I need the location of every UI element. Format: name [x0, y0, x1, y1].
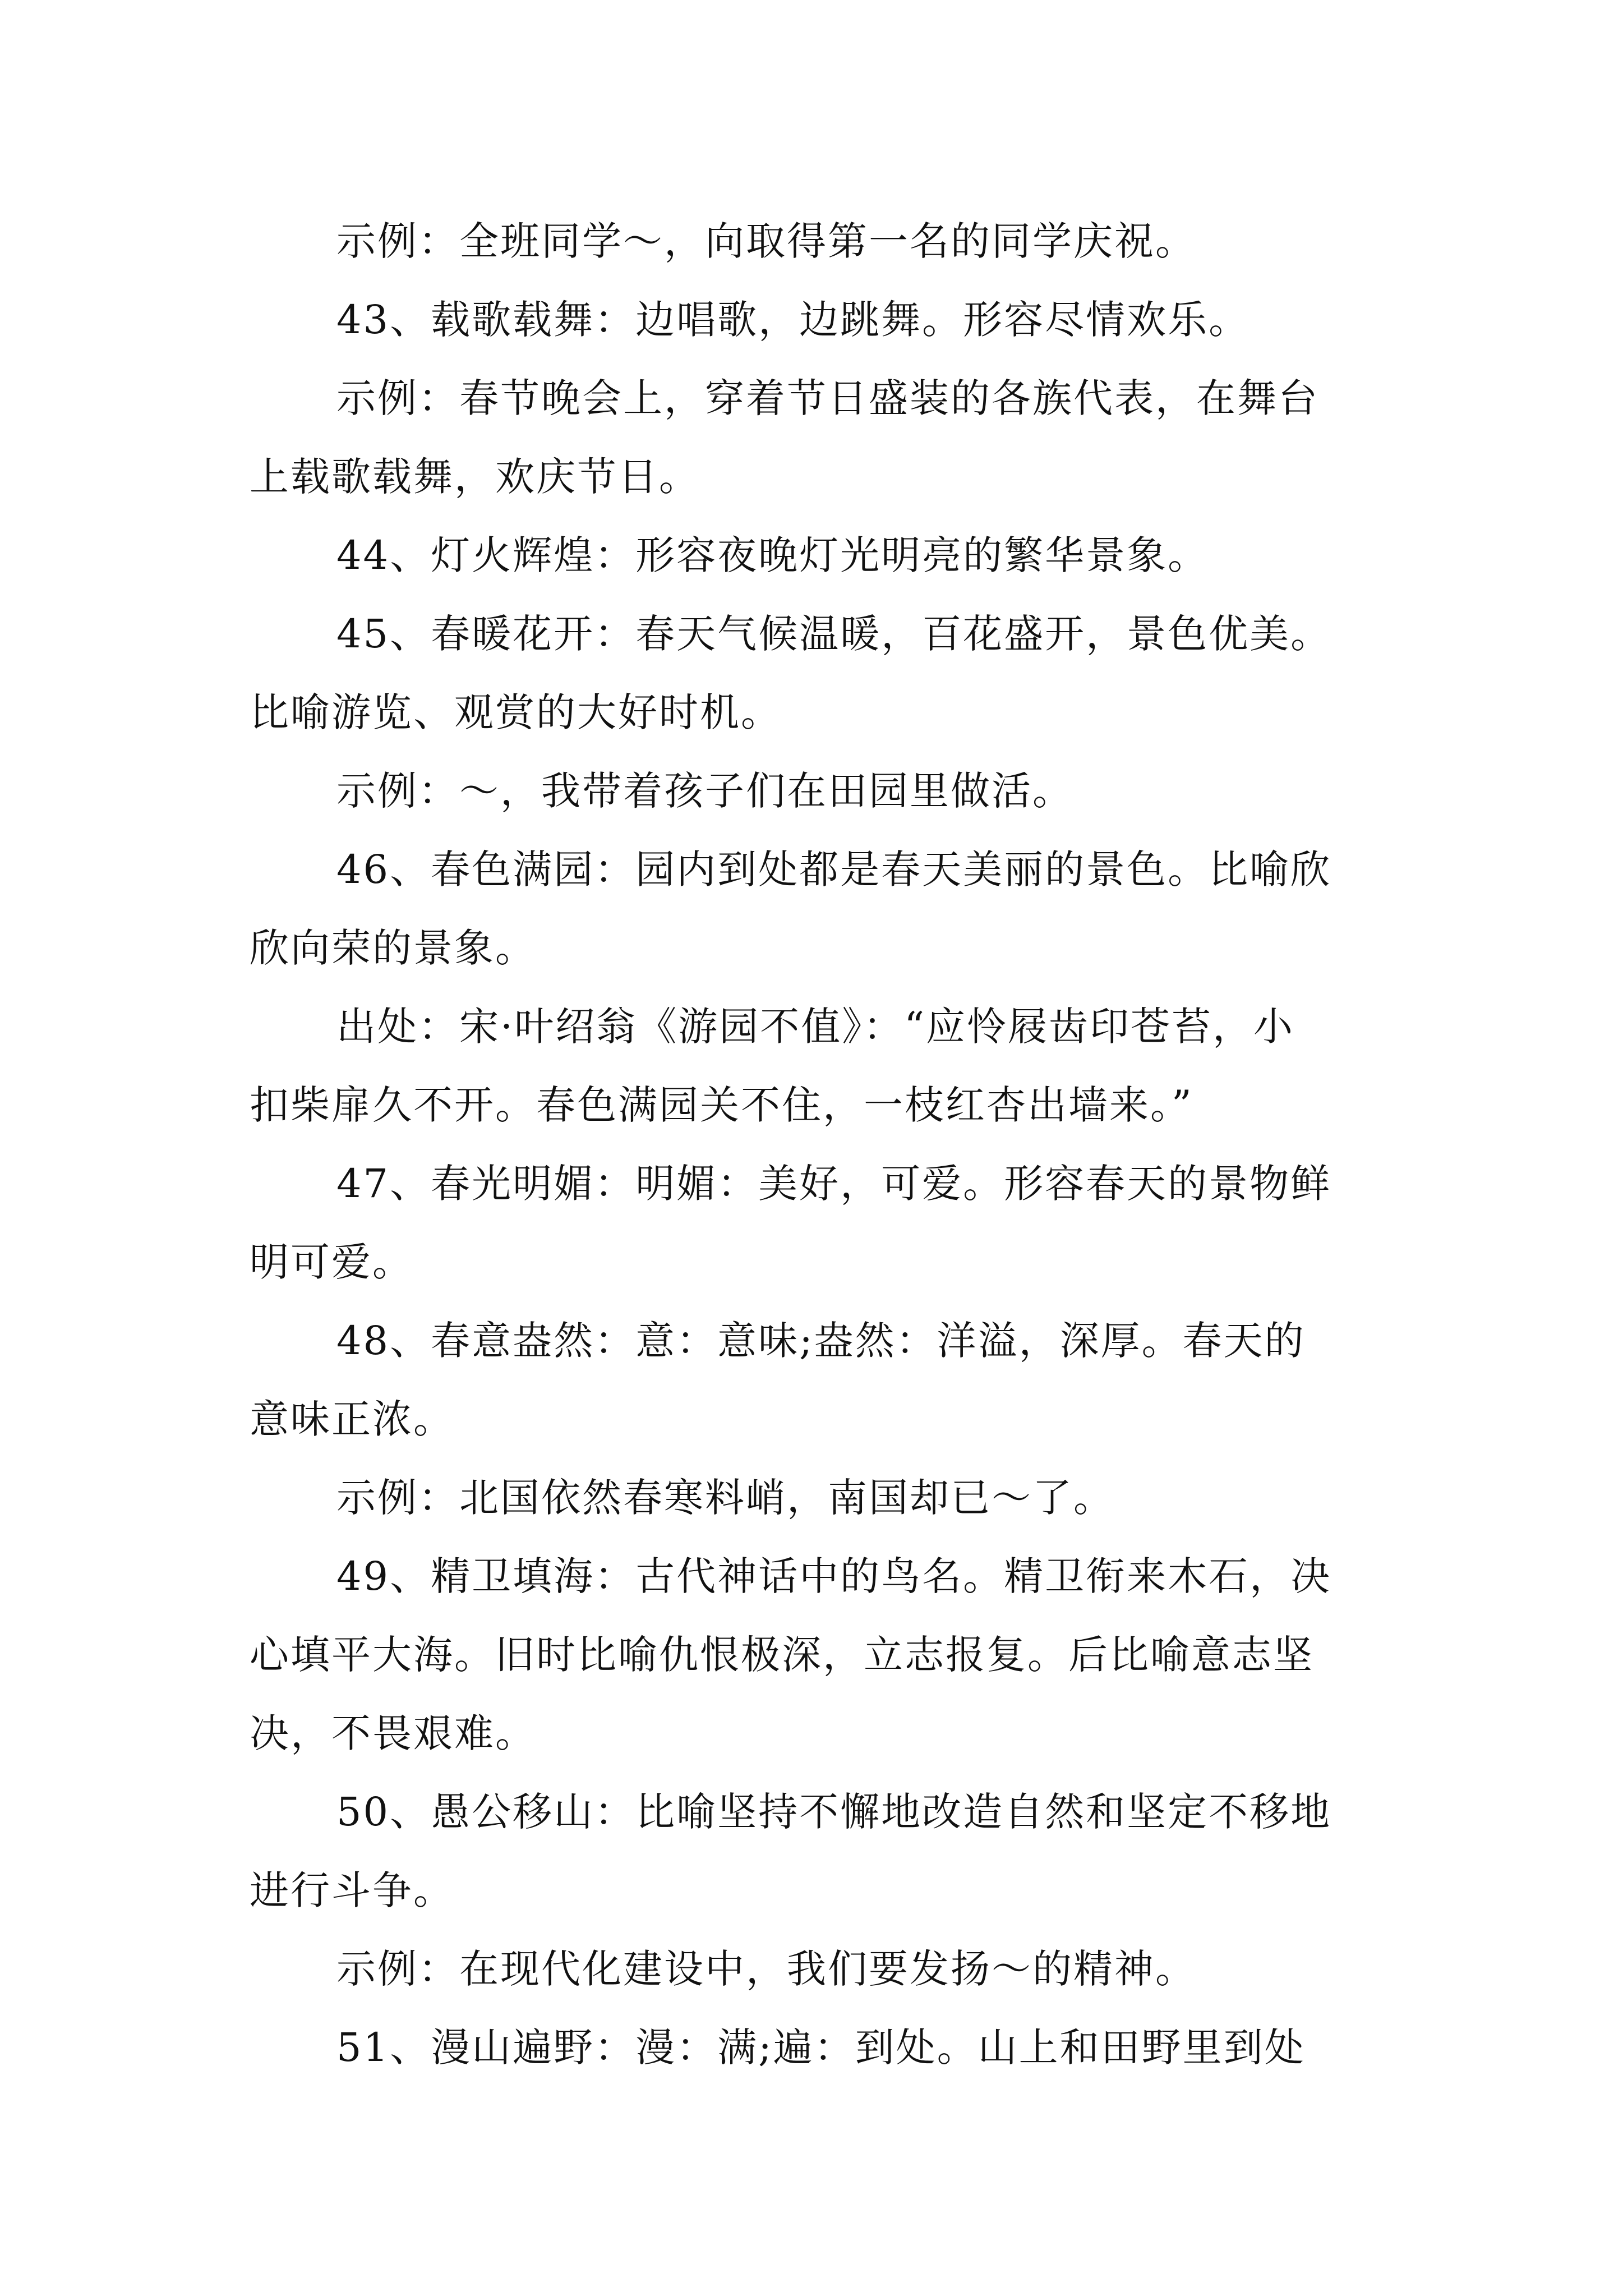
- text-line: 出处：宋·叶绍翁《游园不值》：“应怜屐齿印苍苔，小: [336, 1004, 1295, 1050]
- text-line: 决，不畏艰难。: [250, 1710, 536, 1756]
- text-line: 明可爱。: [250, 1239, 413, 1285]
- text-line: 45、春暖花开：春天气候温暖，百花盛开，景色优美。: [336, 611, 1332, 657]
- text-line: 44、灯火辉煌：形容夜晚灯光明亮的繁华景象。: [336, 532, 1209, 578]
- text-line: 51、漫山遍野：漫：满;遍：到处。山上和田野里到处: [336, 2024, 1306, 2070]
- text-line: 示例：北国依然春寒料峭，南国却已～了。: [336, 1475, 1114, 1521]
- text-line: 48、春意盎然：意：意味;盎然：洋溢，深厚。春天的: [336, 1318, 1306, 1364]
- text-line: 47、春光明媚：明媚：美好，可爱。形容春天的景物鲜: [336, 1161, 1332, 1207]
- text-line: 比喻游览、观赏的大好时机。: [250, 689, 782, 735]
- text-line: 示例：全班同学～，向取得第一名的同学庆祝。: [336, 218, 1196, 264]
- text-line: 49、精卫填海：古代神话中的鸟名。精卫衔来木石，决: [336, 1553, 1332, 1599]
- text-line: 欣向荣的景象。: [250, 925, 536, 971]
- text-line: 心填平大海。旧时比喻仇恨极深，立志报复。后比喻意志坚: [250, 1632, 1314, 1678]
- text-line: 进行斗争。: [250, 1867, 454, 1913]
- text-line: 46、春色满园：园内到处都是春天美丽的景色。比喻欣: [336, 846, 1332, 892]
- text-line: 示例：春节晚会上，穿着节日盛装的各族代表，在舞台: [336, 375, 1319, 421]
- text-line: 扣柴扉久不开。春色满园关不住，一枝红杏出墙来。”: [250, 1082, 1193, 1128]
- text-line: 意味正浓。: [250, 1396, 454, 1442]
- text-line: 50、愚公移山：比喻坚持不懈地改造自然和坚定不移地: [336, 1789, 1332, 1835]
- text-line: 示例：～，我带着孩子们在田园里做活。: [336, 768, 1073, 814]
- text-line: 43、载歌载舞：边唱歌，边跳舞。形容尽情欢乐。: [336, 297, 1250, 343]
- text-line: 示例：在现代化建设中，我们要发扬～的精神。: [336, 1946, 1196, 1992]
- text-line: 上载歌载舞，欢庆节日。: [250, 454, 700, 500]
